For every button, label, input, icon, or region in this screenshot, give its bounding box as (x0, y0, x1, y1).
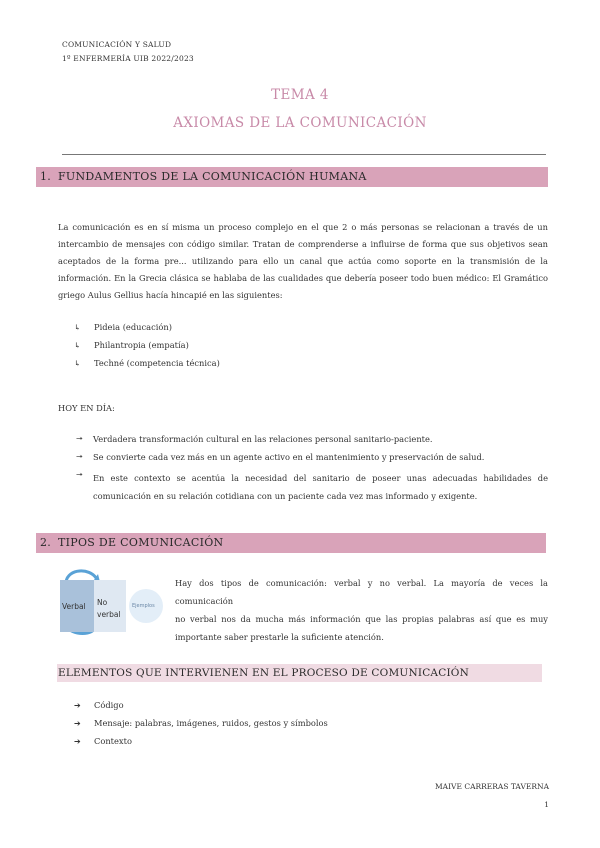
quality-label: Techné (competencia técnica) (94, 358, 220, 368)
section-1-number: 1. (40, 170, 52, 183)
list-item (74, 357, 220, 370)
right-arrow-icon: ➔ (74, 719, 81, 728)
paragraph-line: La comunicación es en sí misma un proceso complejo en el que 2 o más personas se relacionan a través de un (58, 222, 548, 232)
element-label: Mensaje: palabras, imágenes, ruidos, gestos y símbolos (94, 718, 328, 728)
paragraph-line: no verbal nos da mucha más información que las propias palabras así que es muy (175, 614, 548, 624)
section-2-paragraph (175, 574, 548, 646)
section-2-heading: TIPOS DE COMUNICACIÓN (58, 536, 224, 549)
quality-label: Philantropia (empatía) (94, 340, 189, 350)
return-arrow-icon: ↳ (74, 341, 81, 350)
footer-author: MAIVE CARRERAS TAVERNA (435, 782, 549, 791)
section-2-number: 2. (40, 536, 52, 549)
header-year: 1º ENFERMERÍA UIB 2022/2023 (62, 54, 194, 63)
verbal-label: Verbal (62, 602, 86, 611)
list-item (74, 339, 189, 352)
paragraph-line: Hay dos tipos de comunicación: verbal y no verbal. La mayoría de veces la comunicación (175, 578, 548, 606)
hoy-en-dia-label: HOY EN DÍA: (58, 403, 115, 413)
list-item (74, 735, 132, 748)
quality-label: Pideia (educación) (94, 322, 172, 332)
right-arrow-icon: ➔ (74, 737, 81, 746)
paragraph-line: importante saber prestarle la suficiente atención. (175, 632, 384, 642)
item-text: En este contexto se acentúa la necesidad del sanitario de poseer unas adecuadas habilidades de (93, 473, 548, 483)
title-divider (62, 154, 546, 155)
list-item (74, 717, 328, 730)
header-course: COMUNICACIÓN Y SALUD (62, 40, 172, 49)
section-2-heading-bar (36, 533, 546, 553)
list-item (76, 469, 548, 505)
list-item (74, 321, 172, 334)
paragraph-line: intercambio de mensajes con código similar. Tratan de comprenderse a influirse de forma que sus objetivos sean (58, 239, 548, 249)
no-verbal-label-2: verbal (97, 610, 121, 619)
paragraph-line: griego Aulus Gellius hacía hincapié en las siguientes: (58, 290, 283, 300)
element-label: Código (94, 700, 124, 710)
item-text: Verdadera transformación cultural en las relaciones personal sanitario-paciente. (93, 434, 433, 444)
page-title: AXIOMAS DE LA COMUNICACIÓN (173, 115, 427, 131)
double-arrow-icon: ↠ (76, 434, 83, 443)
paragraph-line: información. En la Grecia clásica se hablaba de las cualidades que debería poseer todo buen médico: El Gramático (58, 273, 548, 283)
return-arrow-icon: ↳ (74, 323, 81, 332)
section-1-heading: FUNDAMENTOS DE LA COMUNICACIÓN HUMANA (58, 170, 367, 183)
double-arrow-icon: ↠ (76, 470, 83, 479)
subsection-heading-bar (57, 664, 542, 682)
list-item (74, 699, 124, 712)
communication-types-diagram (58, 566, 168, 638)
topic-number: TEMA 4 (271, 87, 329, 103)
paragraph-line: aceptados de la forma pre... utilizando para ello un canal que actúa como soporte en la transmisión de la (58, 256, 548, 266)
section-1-heading-bar (36, 167, 548, 187)
item-text: comunicación en su relación cotidiana con un paciente cada vez mas informado y exigente. (93, 491, 478, 501)
return-arrow-icon: ↳ (74, 359, 81, 368)
list-item (76, 451, 548, 463)
double-arrow-icon: ↠ (76, 452, 83, 461)
right-arrow-icon: ➔ (74, 701, 81, 710)
page-number: 1 (544, 800, 549, 809)
element-label: Contexto (94, 736, 132, 746)
section-1-paragraph (58, 219, 548, 304)
subsection-heading: ELEMENTOS QUE INTERVIENEN EN EL PROCESO DE COMUNICACIÓN (58, 667, 469, 679)
examples-label: Ejemplos (132, 603, 155, 609)
item-text: Se convierte cada vez más en un agente activo en el mantenimiento y preservación de salud. (93, 452, 485, 462)
no-verbal-label-1: No (97, 598, 108, 607)
list-item (76, 433, 548, 445)
